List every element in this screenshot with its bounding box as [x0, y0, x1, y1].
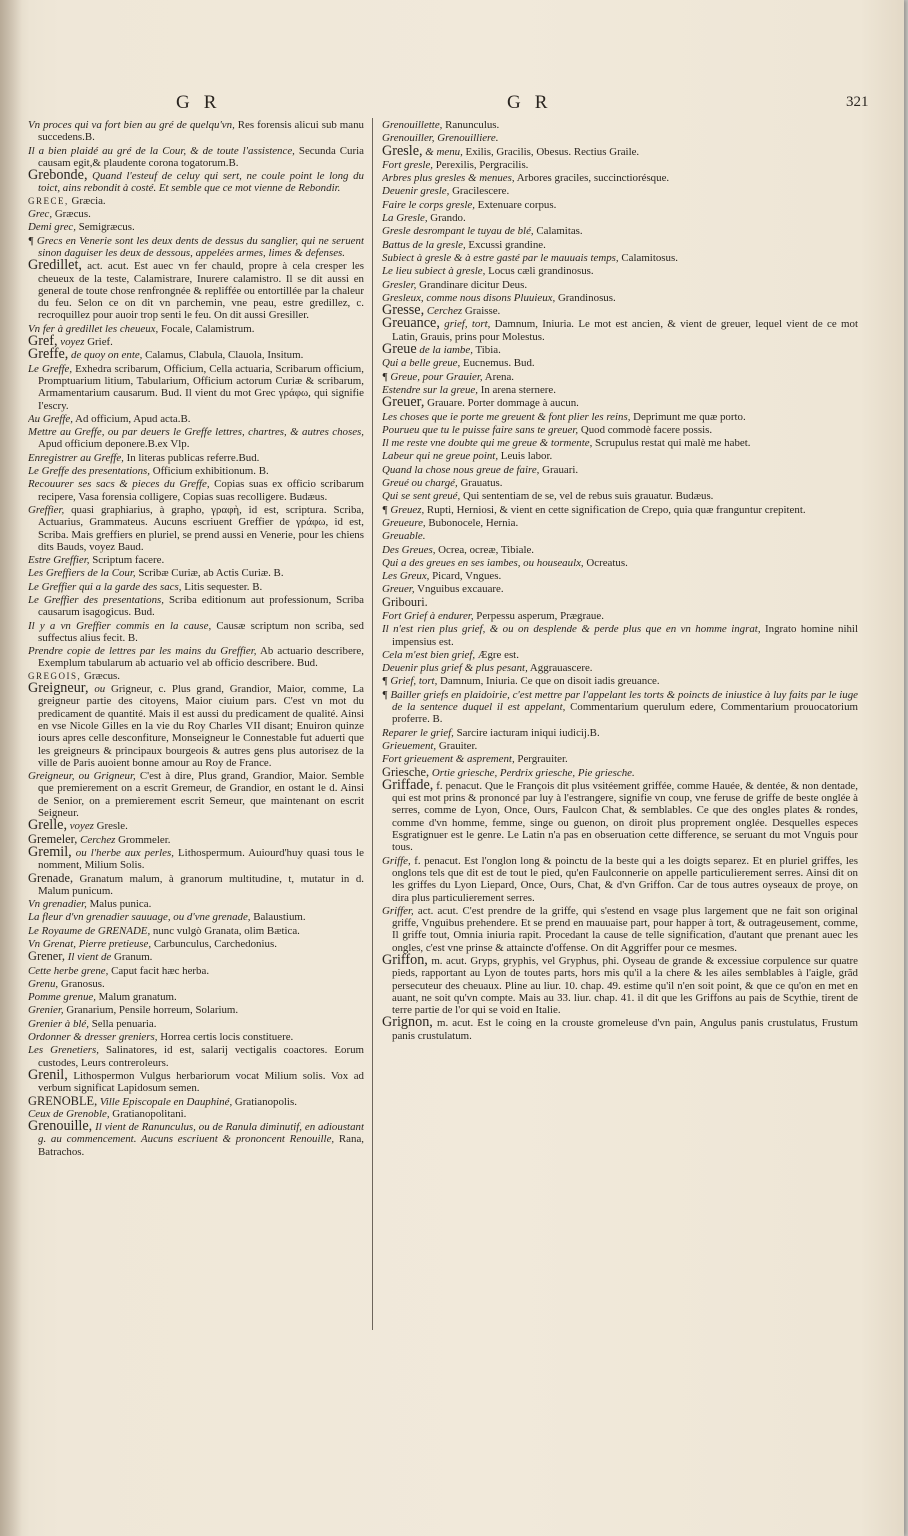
dictionary-entry: Les Greux, Picard, Vngues. — [382, 570, 502, 583]
dictionary-entry: Subiect à gresle & à estre gasté par le mauuais temps, Calamitosus. — [382, 251, 678, 264]
column-rule — [372, 118, 373, 1330]
dictionary-entry: Les Grenetiers, Salinatores, id est, salarij vectigalis coactores. Eorum custodes, Leurs contreroleurs. — [28, 1044, 364, 1069]
dictionary-entry: Griffon, m. acut. Gryps, gryphis, vel Gryphus, phi. Oyseau de grande & excessiue corpulence sur quatre pieds, rapportant au Lyon de toutes parts, hors mis qu'il a la chere & les ailes semblables à l'aigle, grãd persecuteur des cheuaux. Pline au liur. 10. chap. 49. estime qu'il n'en soit point, & que ce qu'on en met en auant, ne soit qu'vn compte. Mais au 33. liur. chap. 41. il dit que les Griffons au pais de Scythie, tirent de terre partie de l'or qui se void en Italie. — [382, 952, 858, 1017]
dictionary-entry: Gredillet, act. acut. Est auec vn fer chauld, propre à cela cresper les cheueux de la teste, Calamistrare, Inurere calamistro. Il se dit aussi en general de toute chose renfrongnée & repliffée ou entortillée par la chaleur du feu. Selon ce on dit vn parchemin, vne peau, estre gredillez, c. recroquillez pour auoir trop senti le feu. On dit aussi Gresiller. — [28, 257, 364, 322]
dictionary-entry: Ceux de Grenoble, Gratianopolitani. — [28, 1107, 187, 1120]
dictionary-entry: Grenouiller, Grenouilliere. — [382, 132, 499, 145]
dictionary-entry: Greffier, quasi graphiarius, à grapho, γραφὴ, id est, scriptura. Scriba, Actuarius, Grammateus. Aucuns escriuent Greffier de γράφω, id est, Scriba. Mais greffiers en pluriel, se prend aussi en Venerie, pour les chiens dits Bauds, voyez Baud. — [28, 503, 364, 553]
dictionary-entry: GREGOIS, Græcus. — [28, 669, 120, 682]
dictionary-entry: Il n'est rien plus grief, & ou on desplende & perde plus que en vn homme ingrat, Ingrato homine nihil impensius est. — [382, 623, 858, 648]
dictionary-entry: Fort grieuement & asprement, Pergrauiter. — [382, 753, 568, 766]
dictionary-entry: Grenier, Granarium, Pensile horreum, Solarium. — [28, 1004, 239, 1017]
dictionary-entry: Greuer, Grauare. Porter dommage à aucun. — [382, 394, 579, 411]
dictionary-entry: Labeur qui ne greue point, Leuis labor. — [382, 450, 553, 463]
dictionary-entry: Griesche, Ortie griesche, Perdrix griesche, Pie griesche. — [382, 764, 635, 779]
dictionary-entry: Grieuement, Grauiter. — [382, 739, 478, 752]
dictionary-entry: Grec, Græcus. — [28, 208, 91, 221]
dictionary-entry: Cette herbe grene, Caput facit hæc herba. — [28, 964, 210, 977]
dictionary-entry: Gresle, & menu, Exilis, Gracilis, Obesus. Rectius Graile. — [382, 142, 640, 159]
dictionary-entry: Grenouille, Il vient de Ranunculus, ou de Ranula diminutif, en adioustant g. au commencement. Aucuns escriuent & prononcent Renouille, Rana, Batrachos. — [28, 1118, 364, 1158]
dictionary-entry: Le lieu subiect à gresle, Locus cæli grandinosus. — [382, 265, 594, 278]
dictionary-entry: Grener, Il vient de Granum. — [28, 949, 153, 964]
dictionary-entry: Greuer, Vnguibus excauare. — [382, 583, 504, 596]
dictionary-entry: Qui a belle greue, Eucnemus. Bud. — [382, 357, 535, 370]
right-column — [382, 118, 858, 1330]
dictionary-entry: Il me reste vne doubte qui me greue & tormente, Scrupulus restat qui malè me habet. — [382, 437, 751, 450]
dictionary-entry: Demi grec, Semigræcus. — [28, 221, 135, 234]
dictionary-entry: Il y a vn Greffier commis en la cause, Causæ scriptum non scriba, sed suffectus alius fecit. B. — [28, 619, 364, 644]
dictionary-entry: Faire le corps gresle, Extenuare corpus. — [382, 198, 557, 211]
dictionary-entry: Griffe, f. penacut. Est l'onglon long & poinctu de la beste qui a les doigts separez. Et en pluriel griffes, les onglons tels que dit est de tout le pied, qu'en Faulconnerie on appelle particulierement serres. Ainsi dit on les griffes du Lyon Liepard, Once, Ours, Chat, & d'vn Griffon. Car de tous autres oyseaux de proye, on dira plus particulierement serres. — [382, 854, 858, 904]
dictionary-entry: Gresle desrompant le tuyau de blé, Calamitas. — [382, 225, 583, 238]
dictionary-entry: Greuable. — [382, 530, 426, 543]
dictionary-entry: Vn grenadier, Malus punica. — [28, 898, 152, 911]
dictionary-entry: Griffer, act. acut. C'est prendre de la griffe, qui s'estend en vsage plus largement que ne fait son original griffe, Vnguibus prehendere. Et se prend en mauuaise part, pour happer à tort, & outrageusement, comme, Il griffe tout, Omnia iniuria rapit. Procedant la cause de telle signification, d'autant que prenant auec les ongles, c'est vne prinse & attaincte d'offense. On dit Aggriffer pour ce mesmes. — [382, 904, 858, 954]
dictionary-entry: Les Greffiers de la Cour, Scribæ Curiæ, ab Actis Curiæ. B. — [28, 567, 284, 580]
dictionary-entry: Le Greffe des presentations, Officium exhibitionum. B. — [28, 465, 269, 478]
dictionary-entry: Deuenir gresle, Gracilescere. — [382, 185, 510, 198]
dictionary-entry: Estendre sur la greue, In arena sternere. — [382, 383, 556, 396]
page-number: 321 — [846, 94, 869, 110]
dictionary-entry: Grebonde, Quand l'esteuf de celuy qui sert, ne coule point le long du toict, ains rebondit à costé. Et semble que ce mot vienne de Rebondir. — [28, 167, 364, 195]
dictionary-entry: Pomme grenue, Malum granatum. — [28, 991, 177, 1004]
dictionary-entry: Au Greffe, Ad officium, Apud acta.B. — [28, 412, 191, 425]
dictionary-entry: Le Greffier qui a la garde des sacs, Litis sequester. B. — [28, 580, 263, 593]
dictionary-entry: Fort Grief à endurer, Perpessu asperum, Prægraue. — [382, 609, 604, 622]
running-head-right: GR — [507, 92, 562, 113]
dictionary-entry: Gribouri. — [382, 594, 428, 609]
dictionary-entry: Gresler, Grandinare dicitur Deus. — [382, 278, 528, 291]
dictionary-entry: Il a bien plaidé au gré de la Cour, & de toute l'assistence, Secunda Curia causam egit,& plaudente corona togatorum.B. — [28, 144, 364, 169]
dictionary-entry: Grignon, m. acut. Est le coing en la crouste gromeleuse d'vn pain, Angulus panis crustulatus, Frustum panis crustulatum. — [382, 1014, 858, 1042]
dictionary-entry: Greuance, grief, tort, Damnum, Iniuria. Le mot est ancien, & vient de greuer, lequel vient de ce mot Latin, Grauis, prins pour Molestus. — [382, 315, 858, 343]
dictionary-entry: Grelle, voyez Gresle. — [28, 817, 128, 834]
dictionary-entry: Griffade, f. penacut. Que le François dit plus vsitéement griffée, comme Hauée, & dentée, & non dentade, qui est mot prins & prononcé par luy à l'estrangere, signifie vn coup, vne feruse de griffe de beste onglée à serres, comme de Lyon, Once, Ours, Faulcon Chat, & semblables. Ce que des ongles plates & rondes, comme d'vn homme, femme, singe ou guenon, on diroit plus proprement onglée. Desquelles especes Esgratignuer est le genre. Le Latin n'a pas en obseruation cette difference, se seruant du mot Vnguis pour tous. — [382, 776, 858, 854]
dictionary-entry: Prendre copie de lettres par les mains du Greffier, Ab actuario describere, Exemplum tabularum ab actuario vel ab officio describere. Bud. — [28, 645, 364, 670]
dictionary-entry: Greffe, de quoy on ente, Calamus, Clabula, Clauola, Insitum. — [28, 346, 304, 363]
left-column — [28, 118, 364, 1330]
dictionary-entry: La fleur d'vn grenadier sauuage, ou d'vne grenade, Balaustium. — [28, 911, 306, 924]
dictionary-entry: GRECE, Græcia. — [28, 194, 106, 207]
dictionary-entry: Quand la chose nous greue de faire, Grauari. — [382, 463, 579, 476]
dictionary-entry: ¶ Grief, tort, Damnum, Iniuria. Ce que on disoit iadis greuance. — [382, 675, 660, 688]
dictionary-entry: ¶ Greuez, Rupti, Herniosi, & vient en cette signification de Crepo, quia quæ franguntur crepitent. — [382, 503, 806, 516]
dictionary-entry: Estre Greffier, Scriptum facere. — [28, 554, 165, 567]
dictionary-entry: ¶ Grecs en Venerie sont les deux dents de dessus du sanglier, qui ne seruent sinon daguiser les deux de dessous, appelées armes, limes & defenses. — [28, 234, 364, 259]
dictionary-entry: Enregistrer au Greffe, In literas publicas referre.Bud. — [28, 451, 260, 464]
dictionary-entry: Grenade, Granatum malum, à granorum multitudine, t, mutatur in d. Malum punicum. — [28, 870, 364, 897]
dictionary-entry: Greue de la iambe, Tibia. — [382, 341, 501, 358]
dictionary-entry: Greueure, Bubonocele, Hernia. — [382, 516, 519, 529]
dictionary-entry: Grenouillette, Ranunculus. — [382, 119, 500, 131]
dictionary-entry: La Gresle, Grando. — [382, 212, 466, 225]
dictionary-entry: Greué ou chargé, Grauatus. — [382, 477, 503, 490]
dictionary-entry: Mettre au Greffe, ou par deuers le Greffe lettres, chartres, & autres choses, Apud officium deponere.B.ex Vlp. — [28, 426, 364, 451]
dictionary-entry: Grenil, Lithospermon Vulgus herbariorum vocat Milium solis. Vox ad verbum significat Lapidosum semen. — [28, 1066, 364, 1095]
dictionary-entry: Grenu, Granosus. — [28, 977, 105, 990]
dictionary-entry: Gref, voyez Grief. — [28, 333, 113, 350]
dictionary-entry: Des Greues, Ocrea, ocreæ, Tibiale. — [382, 543, 535, 556]
dictionary-entry: ¶ Greue, pour Grauier, Arena. — [382, 370, 515, 383]
dictionary-entry: Vn fer à gredillet les cheueux, Focale, Calamistrum. — [28, 322, 255, 335]
dictionary-entry: Le Royaume de GRENADE, nunc vulgò Granata, olim Bætica. — [28, 924, 300, 937]
dictionary-entry: Le Greffe, Exhedra scribarum, Officium, Cella actuaria, Scribarum officium, Promptuarium litium, Tabularium, Officium actorum Curiæ & scribarum, Armamentarium causarum. Bud. Il vient du mot Grec γράφω, qui signifie I'escry. — [28, 362, 364, 412]
dictionary-entry: Greigneur, ou Grigneur, C'est à dire, Plus grand, Grandior, Maior. Semble que premierement on a escrit Gremeur, de Grandior, en ostant le d. Ainsi de Senior, on a premierement escrit Semeur, que maintenant on escrit Seigneur. — [28, 770, 364, 820]
dictionary-entry: Qui se sent greué, Qui sententiam de se, vel de rebus suis grauatur. Budæus. — [382, 490, 714, 503]
dictionary-entry: Battus de la gresle, Excussi grandine. — [382, 238, 546, 251]
dictionary-entry: Reparer le grief, Sarcire iacturam iniqui iudicij.B. — [382, 726, 600, 739]
dictionary-entry: Le Greffier des presentations, Scriba editionum aut professionum, Scriba causarum isagogicus. Bud. — [28, 593, 364, 619]
dictionary-entry: Arbres plus gresles & menues, Arbores graciles, succinctiorésque. — [382, 172, 670, 185]
dictionary-entry: Vn proces qui va fort bien au gré de quelqu'vn, Res forensis alicui sub manu succedens.B. — [28, 119, 364, 144]
dictionary-entry: Pourueu que tu le puisse faire sans te greuer, Quod commodè facere possis. — [382, 423, 713, 436]
dictionary-entry: Gresse, Cerchez Graisse. — [382, 302, 501, 319]
dictionary-entry: Les choses que ie porte me greuent & font plier les reins, Deprimunt me quæ porto. — [382, 410, 746, 423]
dictionary-entry: Vn Grenat, Pierre pretieuse, Carbunculus, Carchedonius. — [28, 938, 277, 950]
dictionary-entry: Greigneur, ou Grigneur, c. Plus grand, Grandior, Maior, comme, La greigneur partie des citoyens, Maior ciuium pars. C'est vn mot du predicament de quantité. Mais il est aussi du predicament de qualité. Ainsi en vse Nicole Gilles en la vie du Roy Charles VII disant; Enuiron quinze iours apres celle desconfiture, Monseigneur le Connestable fut aduerti que les greigneurs & principaux bourgeois & autres gens plus autorisez de la ville de Paris auoient bonne amour au Roy de France. — [28, 680, 364, 769]
dictionary-entry: Recouurer ses sacs & pieces du Greffe, Copias suas ex officio scribarum recipere, Vasa forensia colligere, Copias suas recolligere. Budæus. — [28, 478, 364, 503]
dictionary-entry: ¶ Bailler griefs en plaidoirie, c'est mettre par l'appelant les torts & poincts de iniustice à luy faits par le iuge de la sentence duquel il est appelant, Commentarium querulum edere, Commentarium prouocatorium proferre. B. — [382, 688, 858, 726]
dictionary-entry: Fort gresle, Perexilis, Pergracilis. — [382, 158, 529, 171]
dictionary-entry: Gremeler, Cerchez Grommeler. — [28, 831, 171, 846]
dictionary-entry: Deuenir plus grief & plus pesant, Aggrauascere. — [382, 662, 593, 675]
dictionary-entry: Grenier à blé, Sella penuaria. — [28, 1017, 157, 1030]
dictionary-entry: Gremil, ou l'herbe aux perles, Lithospermum. Auiourd'huy quasi tous le nomment, Milium Solis. — [28, 843, 364, 872]
page-binding-shadow — [0, 0, 22, 1536]
dictionary-entry: Qui a des greues en ses iambes, ou houseaulx, Ocreatus. — [382, 556, 628, 569]
dictionary-entry: Cela m'est bien grief, Ægre est. — [382, 648, 519, 661]
running-head-left: GR — [176, 92, 231, 113]
dictionary-entry: Ordonner & dresser greniers, Horrea certis locis constituere. — [28, 1031, 294, 1044]
dictionary-entry: GRENOBLE, Ville Episcopale en Dauphiné, Gratianopolis. — [28, 1093, 297, 1108]
dictionary-entry: Gresleux, comme nous disons Pluuieux, Grandinosus. — [382, 291, 616, 304]
